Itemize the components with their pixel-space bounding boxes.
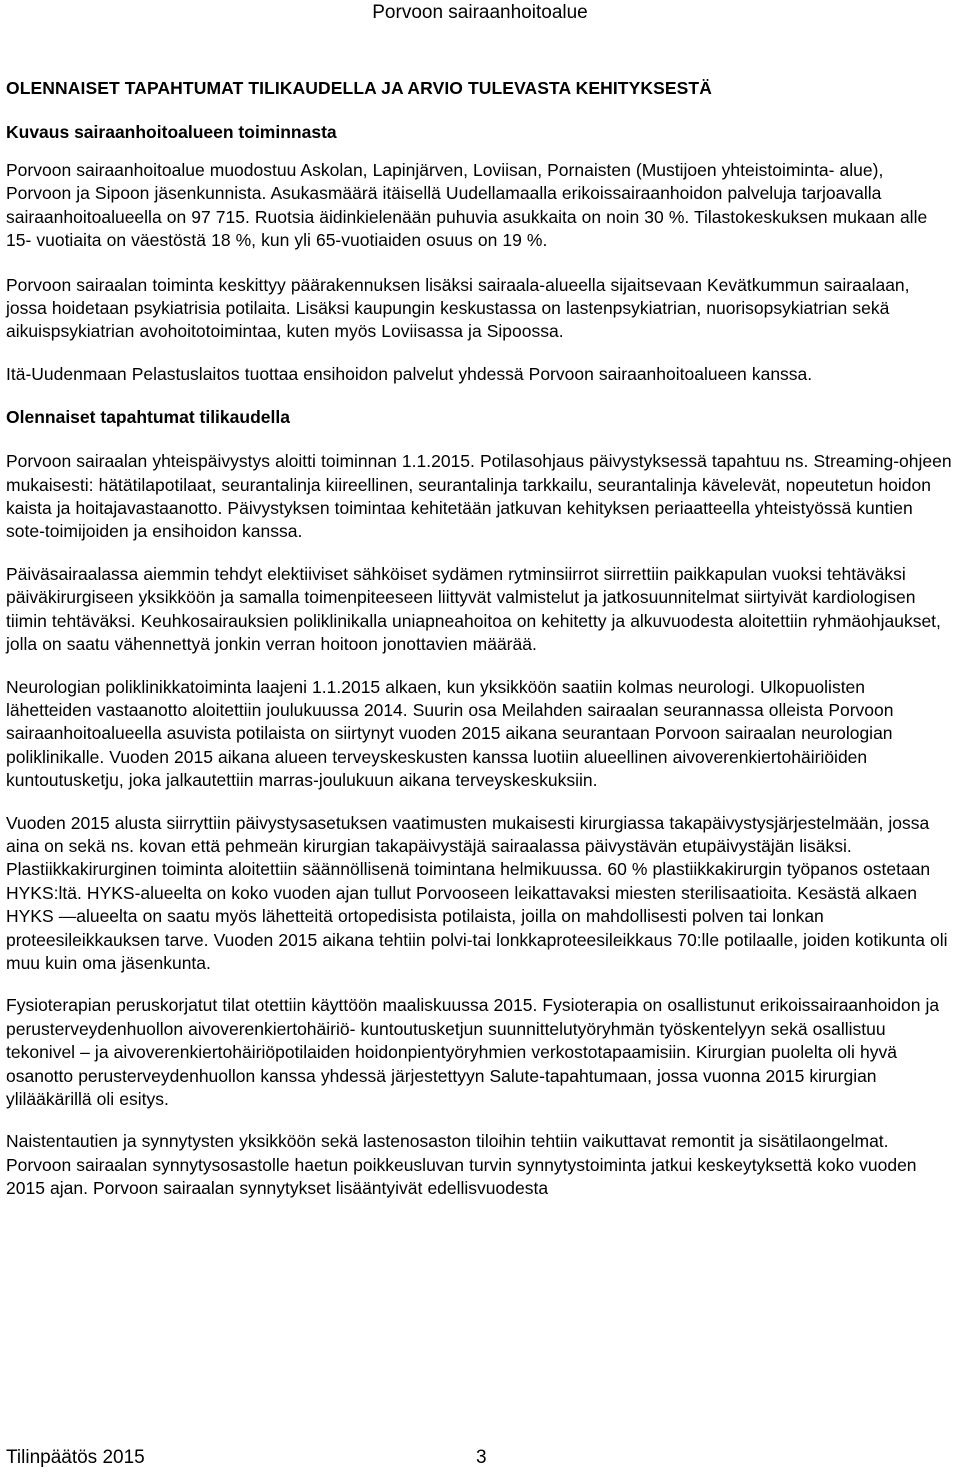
footer-label: Tilinpäätös 2015 — [6, 1447, 145, 1468]
page-header: Porvoon sairaanhoitoalue — [372, 2, 588, 23]
paragraph-section-5: Fysioterapian peruskorjatut tilat otettiin käyttöön maaliskuussa 2015. Fysioterapia on osallistunut erikoissairaanhoidon ja perusterveydenhuollon aivoverenkiertohäiriö- kuntoutusketjun suunnittelutyöryhmän työskentelyyn sekä osallistuu tekonivel – ja aivoverenkiertohäiriöpotilaiden hoidonpientyöryhmien verkostotapaamisiin. Kirurgian puolelta oli hyvä osanotto perusterveydenhuollon kanssa yhdessä järjestettyyn Salute-tapahtumaan, jossa vuonna 2015 kirurgian ylilääkärillä oli esitys. — [6, 995, 940, 1109]
paragraph-section-3: Neurologian poliklinikkatoiminta laajeni 1.1.2015 alkaen, kun yksikköön saatiin kolmas neurologi. Ulkopuolisten lähetteiden vastaanotto aloitettiin joulukuussa 2014. Suurin osa Meilahden sairaalan seurannassa olleista Porvoon sairaanhoitoalueella asuvista potilaista on siirtynyt vuoden 2015 aikana seurantaan Porvoon sairaalan neurologian poliklinikalle. Vuoden 2015 aikana alueen terveyskeskusten kanssa luotiin alueellinen aivoverenkiertohäiriöiden kuntoutusketju, joka jalkautettiin marras-joulukuun aikana terveyskeskuksiin. — [6, 676, 894, 791]
paragraph-section-6: Naistentautien ja synnytysten yksikköön sekä lastenosaston tiloihin tehtiin vaikuttavat remontit ja sisätilaongelmat. Porvoon sairaalan synnytysosastolle haetun poikkeusluvan turvin synnytystoiminta jatkui keskeytyksettä koko vuoden 2015 ajan. Porvoon sairaalan synnytykset lisääntyivät edellisvuodesta — [6, 1131, 917, 1199]
document-body — [6, 76, 952, 1220]
paragraph-intro-1: Porvoon sairaanhoitoalue muodostuu Askolan, Lapinjärven, Loviisan, Pornaisten (Mustijoen yhteistoiminta- alue), Porvoon ja Sipoon jäsenkunnista. Asukasmäärä itäisellä Uudellamaalla erikoissairaanhoidon palveluja tarjoavalla sairaanhoitoalueella on 97 715. Ruotsia äidinkielenään puhuvia asukkaita on noin 30 %. Tilastokeskuksen mukaan alle 15- vuotiaita on väestöstä 18 %, kun yli 65-vuotiaiden osuus on 19 %. — [6, 160, 928, 251]
main-title: OLENNAISET TAPAHTUMAT TILIKAUDELLA JA ARVIO TULEVASTA KEHITYKSESTÄ — [6, 78, 712, 98]
paragraph-section-4: Vuoden 2015 alusta siirryttiin päivystysasetuksen vaatimusten mukaisesti kirurgiassa takapäivystysjärjestelmään, jossa aina on sekä ns. kovan että pehmeän kirurgian takapäivystäjä sairaalassa päivystävän etupäivystäjän lisäksi. Plastiikkakirurginen toiminta aloitettiin säännöllisenä toimintana helmikuussa. 60 % plastiikkakirurgin työpanos ostetaan HYKS:ltä. HYKS-alueelta on koko vuoden ajan tullut Porvooseen leikattavaksi miesten sterilisaatioita. Kesästä alkaen HYKS —alueelta on saatu myös lähetteitä ortopedisista potilaista, joilla on mahdollisesti polven tai lonkan proteesileikkauksen tarve. Vuoden 2015 aikana tehtiin polvi-tai lonkkaproteesileikkaus 70:lle potilaalle, joiden kotikunta oli muu kuin oma jäsenkunta. — [6, 812, 948, 973]
page-number: 3 — [476, 1447, 487, 1468]
sub-title: Kuvaus sairaanhoitoalueen toiminnasta — [6, 122, 337, 142]
paragraph-section-1: Porvoon sairaalan yhteispäivystys aloitti toiminnan 1.1.2015. Potilasohjaus päivystyksessä tapahtuu ns. Streaming-ohjeen mukaisesti: hätätilapotilaat, seurantalinja kiireellinen, seurantalinja tarkkailu, seurantalinja kävelevät, nopeutetun hoidon kaista ja hoitajavastaanotto. Päivystyksen toimintaa kehitetään jatkuvan kehityksen periaatteella yhteistyössä kuntien sote-toimijoiden ja ensihoidon kanssa. — [6, 451, 952, 542]
paragraph-section-2: Päiväsairaalassa aiemmin tehdyt elektiiviset sähköiset sydämen rytminsiirrot siirrettiin paikkapulan vuoksi tehtäväksi päiväkirurgiseen yksikköön ja samalla toimenpiteeseen liittyvät valmistelut ja jatkosuunnitelmat siirtyivät kardiologisen tiimin tehtäväksi. Keuhkosairauksien poliklinikalla uniapneahoitoa on kehitetty ja alkuvuodesta aloitettiin ryhmäohjaukset, jolla on saatu vähennettyä jonkin verran hoitoon jonottavien määrää. — [6, 563, 941, 655]
paragraph-intro-2: Porvoon sairaalan toiminta keskittyy päärakennuksen lisäksi sairaala-alueella sijaitsevaan Kevätkummun sairaalaan, jossa hoidetaan psykiatrisia potilaita. Lisäksi kaupungin keskustassa on lastenpsykiatrian, nuorisopsykiatrian sekä aikuispsykiatrian avohoitotoimintaa, kuten myös Loviisassa ja Sipoossa. — [6, 274, 910, 342]
paragraph-intro-3: Itä-Uudenmaan Pelastuslaitos tuottaa ensihoidon palvelut yhdessä Porvoon sairaanhoitoalueen kanssa. — [6, 363, 813, 384]
section-title: Olennaiset tapahtumat tilikaudella — [6, 407, 290, 428]
